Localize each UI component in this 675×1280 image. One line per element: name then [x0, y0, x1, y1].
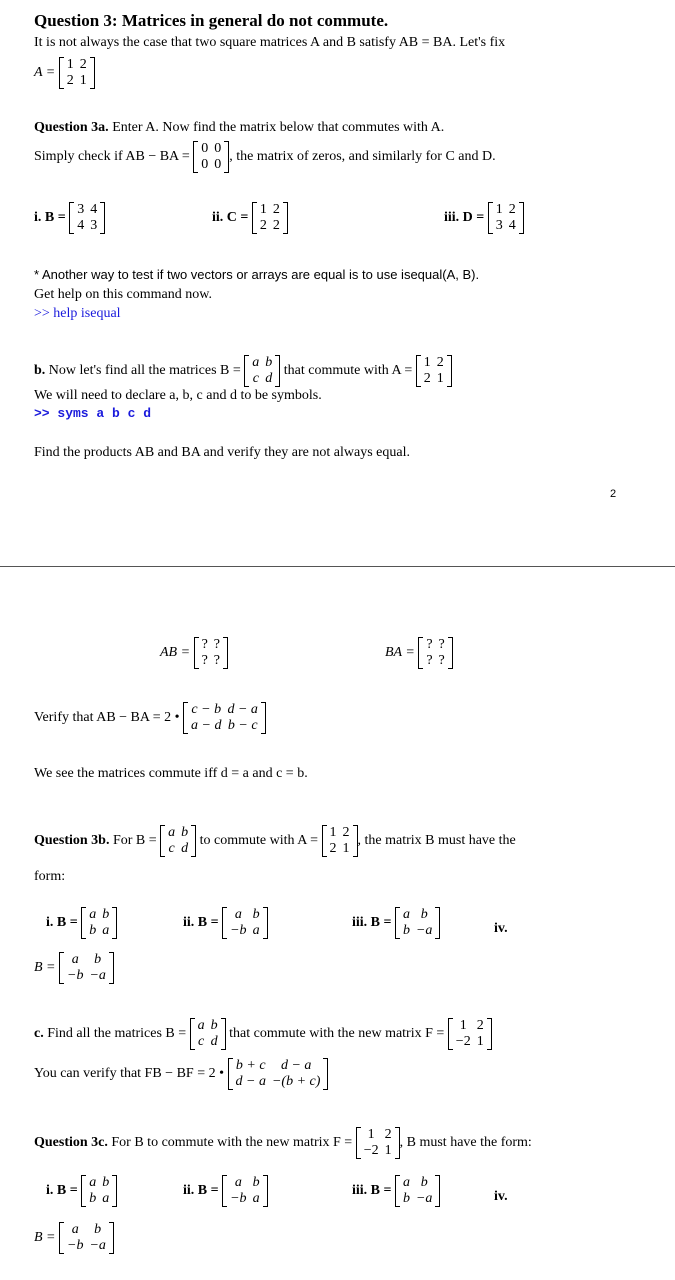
bracket-right	[90, 57, 95, 89]
matrix-cell-1-0: 4	[77, 218, 85, 233]
matrix-cell-1-1: d	[265, 371, 273, 386]
q3b-part-text1: Now let's find all the matrices B =	[48, 363, 241, 379]
matrix-cell-1-0: 2	[66, 73, 74, 88]
bracket-right	[448, 637, 453, 669]
matrix-cell-1-1: −(b + c)	[271, 1074, 321, 1089]
matrix-cell-0-0: 3	[77, 202, 85, 217]
bracket-right	[221, 1018, 226, 1050]
matrix-cell-0-1: 2	[79, 57, 87, 72]
q3a-opt-i-matrix	[69, 202, 105, 234]
matrix-cell-0-1: b	[252, 1175, 260, 1190]
matrix-cell-1-1: 4	[508, 218, 516, 233]
matrix-cell-0-0: a	[89, 907, 97, 922]
help-command[interactable]: >> help isequal	[34, 306, 121, 321]
matrix-cell-0-1: 2	[384, 1127, 392, 1142]
matrix-cell-0-1: 2	[436, 355, 444, 370]
matrix-cell-1-1: 0	[214, 157, 222, 172]
matrix-a	[59, 57, 95, 89]
matrix-cell-0-1: b	[181, 825, 189, 840]
matrix-cell-1-0: d − a	[235, 1074, 266, 1089]
q3a-line	[34, 121, 444, 135]
matrix-cell-1-0: b	[402, 1191, 410, 1206]
q3b-opt-ii-label: ii. B =	[183, 915, 219, 931]
q3b-label: Question 3b.	[34, 833, 110, 849]
matrix-cell-0-1: b	[102, 1175, 110, 1190]
bracket-right	[109, 1222, 114, 1254]
q3b-text2: to commute with A =	[199, 833, 318, 849]
q3b-matrix-b	[160, 825, 196, 857]
ab-matrix	[194, 637, 228, 669]
q3c-part-matrix-b	[190, 1018, 226, 1050]
matrix-cell-0-1: b	[420, 907, 428, 922]
matrix-cell-0-1: b	[210, 1018, 218, 1033]
q3c-opt-i-matrix	[81, 1175, 117, 1207]
bracket-right	[191, 825, 196, 857]
matrix-cell-1-0: 3	[495, 218, 503, 233]
bracket-right	[263, 1175, 268, 1207]
verify-fb-text: You can verify that FB − BF = 2 •	[34, 1066, 224, 1082]
page-number: 2	[610, 488, 617, 500]
matrix-cell-1-1: 1	[436, 371, 444, 386]
q3b-option-i[interactable]	[46, 907, 117, 939]
matrix-cell-0-1: b	[420, 1175, 428, 1190]
matrix-cell-1-1: d	[210, 1034, 218, 1049]
matrix-cell-1-0: 2	[259, 218, 267, 233]
matrix-cell-0-1: b	[252, 907, 260, 922]
matrix-cell-1-0: −b	[230, 1191, 247, 1206]
fix-a-lhs: A =	[34, 65, 56, 81]
matrix-cell-0-1: b	[265, 355, 273, 370]
bracket-right	[323, 1058, 328, 1090]
q3b-text3: , the matrix B must have the	[357, 833, 516, 849]
matrix-cell-0-0: a	[89, 1175, 97, 1190]
bracket-right	[283, 202, 288, 234]
q3b-opt-iv-lhs: B =	[34, 960, 56, 976]
bracket-right	[223, 637, 228, 669]
q3a-opt-i-label: i. B =	[34, 210, 66, 226]
q3b-opt-iii-label: iii. B =	[352, 915, 392, 931]
q3a-option-iii	[444, 202, 524, 234]
fix-a	[34, 57, 95, 89]
bracket-right	[112, 907, 117, 939]
matrix-cell-1-0: c	[198, 1034, 205, 1049]
matrix-cell-1-1: ?	[213, 653, 220, 668]
q3b-opt-ii-matrix	[222, 907, 267, 939]
ba-label: BA =	[385, 645, 415, 661]
bracket-right	[275, 355, 280, 387]
matrix-cell-0-0: 1	[259, 202, 267, 217]
matrix-cell-1-1: −a	[89, 1238, 106, 1253]
q3b-option-iv-body	[34, 952, 114, 984]
matrix-cell-0-0: 1	[459, 1018, 467, 1033]
q3c-opt-ii-matrix	[222, 1175, 267, 1207]
matrix-cell-1-0: ?	[426, 653, 433, 668]
matrix-cell-0-1: d − a	[227, 702, 258, 717]
q3c-option-iii[interactable]	[352, 1175, 440, 1207]
matrix-cell-1-1: a	[102, 1191, 110, 1206]
bracket-right	[435, 907, 440, 939]
matrix-cell-1-1: b − c	[227, 718, 258, 733]
matrix-cell-1-0: 2	[423, 371, 431, 386]
q3c-option-i[interactable]	[46, 1175, 117, 1207]
q3a-check-line	[34, 141, 496, 173]
matrix-cell-1-1: 2	[272, 218, 280, 233]
q3b-part-matrix-a	[416, 355, 452, 387]
matrix-cell-0-0: a	[197, 1018, 205, 1033]
q3a-option-i	[34, 202, 105, 234]
q3b-opt-iii-matrix	[395, 907, 440, 939]
matrix-cell-1-0: −b	[67, 968, 84, 983]
page-divider	[0, 566, 675, 567]
q3b-matrix-a	[322, 825, 358, 857]
bracket-right	[261, 702, 266, 734]
ab-product	[160, 637, 228, 669]
q3c-option-iv-body	[34, 1222, 114, 1254]
q3b-option-iv[interactable]: iv.	[494, 921, 508, 936]
matrix-cell-0-1: 4	[90, 202, 98, 217]
matrix-cell-0-1: 2	[508, 202, 516, 217]
matrix-cell-1-0: −2	[455, 1034, 471, 1049]
q3c-text2: , B must have the form:	[399, 1135, 532, 1151]
q3b-part-line	[34, 355, 452, 387]
matrix-cell-1-0: b	[89, 1191, 97, 1206]
matrix-cell-0-0: ?	[201, 637, 208, 652]
matrix-cell-1-0: b	[402, 923, 410, 938]
q3c-opt-iv-lhs: B =	[34, 1230, 56, 1246]
matrix-cell-1-1: 1	[476, 1034, 484, 1049]
ba-product	[385, 637, 453, 669]
matrix-cell-1-1: −a	[415, 923, 433, 938]
matrix-cell-1-0: 0	[201, 157, 209, 172]
matrix-cell-0-1: b	[102, 907, 110, 922]
verify-ab-line	[34, 702, 266, 734]
matrix-cell-1-1: a	[252, 1191, 260, 1206]
matrix-cell-1-0: a − d	[191, 718, 222, 733]
q3c-option-iv[interactable]: iv.	[494, 1189, 508, 1204]
matrix-cell-1-1: −a	[415, 1191, 433, 1206]
matrix-cell-0-0: a	[234, 1175, 242, 1190]
q3b-part-text2: that commute with A =	[283, 363, 413, 379]
matrix-cell-0-0: a	[402, 1175, 410, 1190]
matrix-cell-0-0: a	[71, 1222, 79, 1237]
matrix-cell-0-1: 2	[476, 1018, 484, 1033]
q3c-text1: For B to commute with the new matrix F =	[111, 1135, 353, 1151]
matrix-cell-0-0: a	[168, 825, 176, 840]
matrix-cell-1-1: 1	[384, 1143, 392, 1158]
matrix-cell-0-0: a	[234, 907, 242, 922]
matrix-cell-0-0: ?	[426, 637, 433, 652]
matrix-cell-0-0: 1	[367, 1127, 375, 1142]
q3a-opt-ii-label: ii. C =	[212, 210, 249, 226]
matrix-cell-0-1: ?	[438, 637, 445, 652]
bracket-right	[447, 355, 452, 387]
q3c-part-label: c.	[34, 1026, 44, 1042]
q3b-part-matrix-b	[244, 355, 280, 387]
q3a-opt-ii-matrix	[252, 202, 288, 234]
bracket-right	[487, 1018, 492, 1050]
q3b-form: form:	[34, 869, 66, 884]
matrix-cell-0-1: b	[94, 952, 102, 967]
matrix-cell-0-0: 1	[495, 202, 503, 217]
q3a-check: Simply check if AB − BA =	[34, 149, 190, 165]
conclusion-text: We see the matrices commute iff d = a and c = b.	[34, 766, 308, 781]
matrix-cell-1-0: 2	[329, 841, 337, 856]
q3a-opt-iii-matrix	[488, 202, 524, 234]
bracket-right	[112, 1175, 117, 1207]
matrix-cell-0-1: 2	[342, 825, 350, 840]
matrix-cell-0-0: 0	[201, 141, 209, 156]
matrix-cell-1-0: b	[89, 923, 97, 938]
q3c-part-text2: that commute with the new matrix F =	[229, 1026, 445, 1042]
matrix-cell-0-0: c − b	[191, 702, 222, 717]
q3c-opt-i-label: i. B =	[46, 1183, 78, 1199]
q3c-opt-iv-matrix	[59, 1222, 114, 1254]
q3c-part-text1: Find all the matrices B =	[47, 1026, 187, 1042]
matrix-cell-0-0: 1	[423, 355, 431, 370]
matrix-cell-0-0: b + c	[235, 1058, 266, 1073]
verify-ab-matrix	[183, 702, 266, 734]
matrix-cell-1-1: 1	[342, 841, 350, 856]
matrix-cell-1-1: 1	[79, 73, 87, 88]
help-text: Get help on this command now.	[34, 287, 212, 302]
q3b-part-label: b.	[34, 363, 46, 379]
matrix-cell-0-1: 2	[272, 202, 280, 217]
matrix-cell-0-1: d − a	[280, 1058, 312, 1073]
matrix-cell-1-0: −2	[363, 1143, 379, 1158]
q3c-line	[34, 1127, 532, 1159]
products-text: Find the products AB and BA and verify they are not always equal.	[34, 445, 410, 460]
matrix-cell-0-1: ?	[213, 637, 220, 652]
matrix-cell-1-0: c	[252, 371, 259, 386]
matrix-cell-1-0: −b	[67, 1238, 84, 1253]
q3b-option-iii[interactable]	[352, 907, 440, 939]
q3b-line	[34, 825, 516, 857]
q3c-part-line	[34, 1018, 492, 1050]
ab-label: AB =	[160, 645, 191, 661]
matrix-cell-0-0: a	[252, 355, 260, 370]
q3a-opt-iii-label: iii. D =	[444, 210, 485, 226]
bracket-right	[100, 202, 105, 234]
matrix-cell-0-0: 1	[66, 57, 74, 72]
q3b-text1: For B =	[112, 833, 157, 849]
matrix-cell-1-1: ?	[438, 653, 445, 668]
q3a-text: Enter A. Now find the matrix below that commutes with A.	[112, 120, 445, 135]
matrix-cell-1-1: 3	[90, 218, 98, 233]
q3b-opt-iv-matrix	[59, 952, 114, 984]
bracket-right	[109, 952, 114, 984]
matrix-cell-0-0: a	[71, 952, 79, 967]
q3c-option-ii[interactable]	[183, 1175, 268, 1207]
q3-title: Question 3: Matrices in general do not commute.	[34, 11, 389, 30]
matrix-cell-1-1: a	[102, 923, 110, 938]
matrix-cell-0-1: b	[94, 1222, 102, 1237]
matrix-cell-1-0: −b	[230, 923, 247, 938]
q3a-check-tail: , the matrix of zeros, and similarly for C and D.	[229, 149, 496, 165]
matrix-cell-0-0: 1	[329, 825, 337, 840]
q3c-opt-iii-matrix	[395, 1175, 440, 1207]
matrix-cell-1-1: d	[181, 841, 189, 856]
q3a-label: Question 3a.	[34, 120, 109, 135]
q3b-opt-i-matrix	[81, 907, 117, 939]
bracket-right	[435, 1175, 440, 1207]
syms-command[interactable]: >> syms a b c d	[34, 406, 152, 421]
matrix-cell-1-1: −a	[89, 968, 106, 983]
ba-matrix	[418, 637, 452, 669]
matrix-cell-1-0: ?	[201, 653, 208, 668]
verify-fb-line	[34, 1058, 328, 1090]
q3b-opt-i-label: i. B =	[46, 915, 78, 931]
q3c-matrix-f	[356, 1127, 400, 1159]
verify-ab-text: Verify that AB − BA = 2 •	[34, 710, 180, 726]
q3c-label: Question 3c.	[34, 1135, 108, 1151]
declare-text: We will need to declare a, b, c and d to be symbols.	[34, 388, 322, 403]
q3c-part-matrix-f	[448, 1018, 492, 1050]
q3c-opt-iii-label: iii. B =	[352, 1183, 392, 1199]
matrix-cell-1-0: c	[168, 841, 175, 856]
zero-matrix	[193, 141, 229, 173]
matrix-cell-0-1: 0	[214, 141, 222, 156]
matrix-cell-1-1: a	[252, 923, 260, 938]
q3a-option-ii	[212, 202, 288, 234]
bracket-right	[519, 202, 524, 234]
bracket-right	[263, 907, 268, 939]
isequal-note: * Another way to test if two vectors or arrays are equal is to use isequal(A, B).	[34, 267, 480, 282]
q3c-opt-ii-label: ii. B =	[183, 1183, 219, 1199]
matrix-cell-0-0: a	[402, 907, 410, 922]
verify-fb-matrix	[228, 1058, 329, 1090]
q3-intro: It is not always the case that two square matrices A and B satisfy AB = BA. Let's fix	[34, 35, 506, 50]
q3b-option-ii[interactable]	[183, 907, 268, 939]
